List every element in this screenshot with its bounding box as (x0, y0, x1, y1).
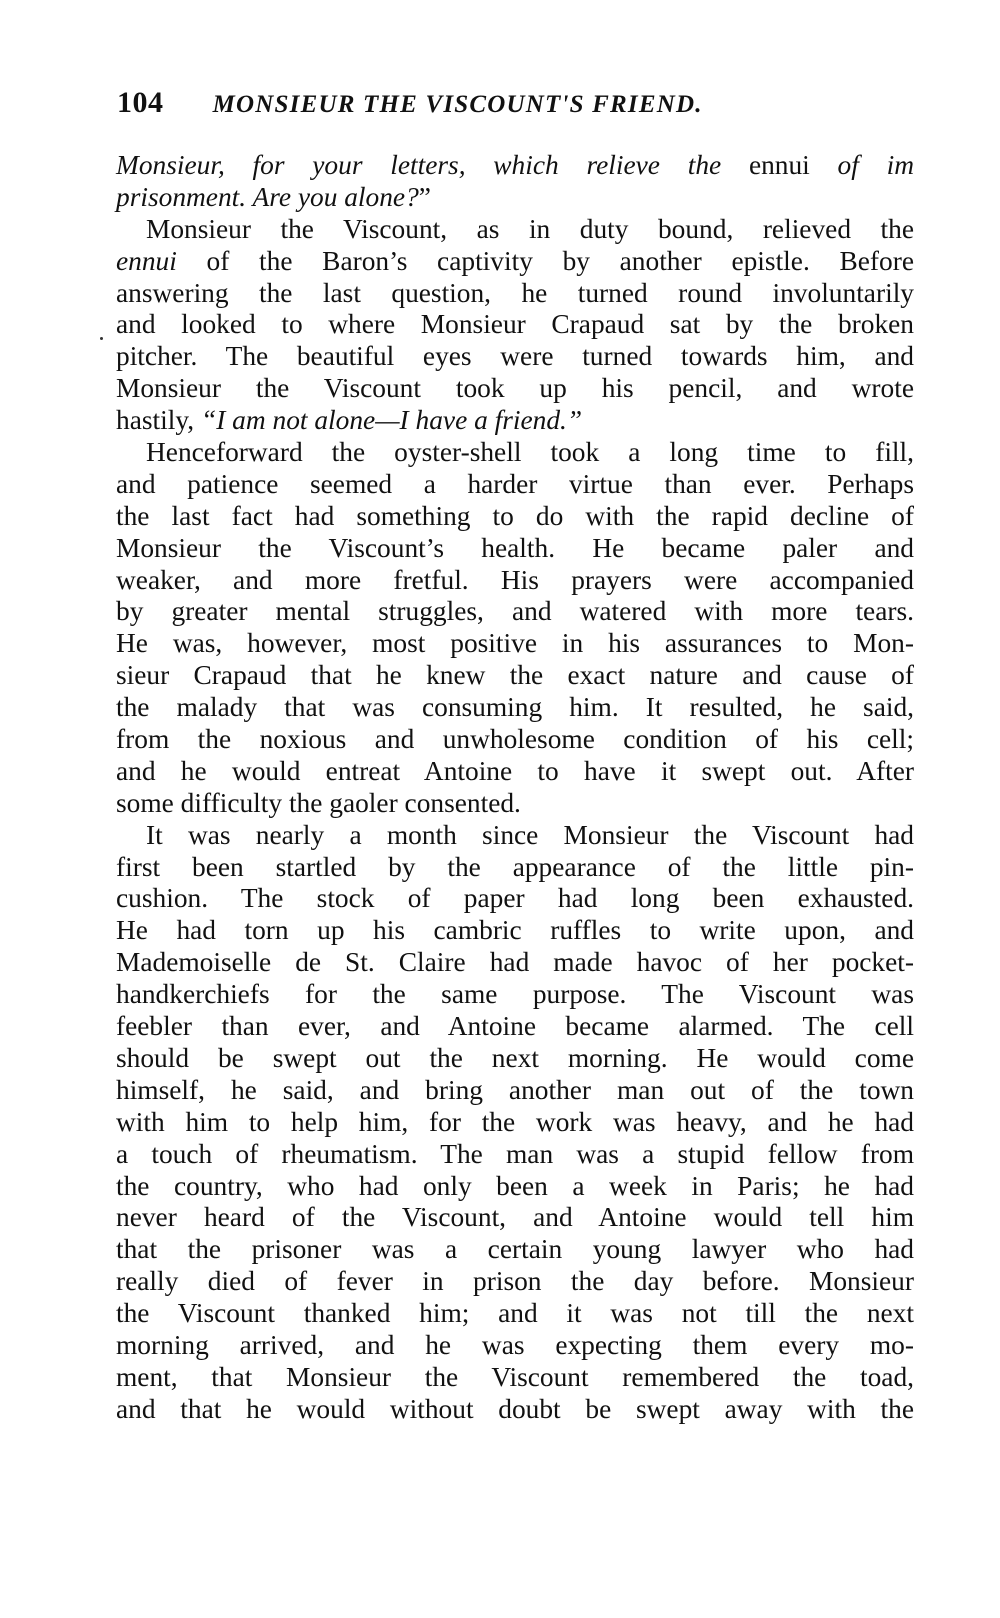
text-line: and he would entreat Antoine to have it swept out. After (116, 755, 914, 786)
text-line: himself, he said, and bring another man out of the town (116, 1074, 914, 1105)
paragraph-start: It was nearly a month since Monsieur the Viscount had (146, 819, 914, 850)
text-line: Mademoiselle de St. Claire had made havoc of her pocket- (116, 947, 914, 978)
text-line: with him to help him, for the work was heavy, and he had (116, 1106, 914, 1137)
text-line: weaker, and more fretful. His prayers were accompanied (116, 564, 914, 595)
paragraph-start: Henceforward the oyster-shell took a long time to fill, (146, 437, 914, 468)
text-line: the malady that was consuming him. It resulted, he said, (116, 692, 914, 723)
page-header (117, 86, 917, 126)
body-text (116, 150, 914, 1426)
text-line: some difficulty the gaoler consented. (116, 787, 521, 818)
text-line: the country, who had only been a week in Paris; he had (116, 1170, 914, 1201)
text-line: He had torn up his cambric ruffles to write upon, and (116, 915, 914, 946)
text-line: that the prisoner was a certain young lawyer who had (116, 1234, 914, 1265)
italic-text: prisonment. Are you alone? (116, 181, 419, 212)
text-line: pitcher. The beautiful eyes were turned towards him, and (116, 341, 914, 372)
text-line: answering the last question, he turned round involuntarily (116, 277, 914, 308)
text-line: sieur Crapaud that he knew the exact nature and cause of (116, 660, 914, 691)
text-line: He was, however, most positive in his assurances to Mon- (116, 628, 914, 659)
running-title: MONSIEUR THE VISCOUNT'S FRIEND. (212, 91, 703, 118)
text-line: really died of fever in prison the day before. Monsieur (116, 1266, 914, 1297)
text-line (116, 405, 914, 437)
closing-quote: ” (418, 181, 431, 212)
text-line: handkerchiefs for the same purpose. The Viscount was (116, 979, 914, 1010)
text-line: morning arrived, and he was expecting them every mo- (116, 1329, 914, 1360)
roman-text: hastily, (116, 405, 201, 436)
roman-text: of the Baron’s captivity by another epistle. Before (176, 245, 914, 276)
text-line: from the noxious and unwholesome condition of his cell; (116, 724, 914, 755)
text-line: ment, that Monsieur the Viscount remembered the toad, (116, 1361, 914, 1392)
text-line: never heard of the Viscount, and Antoine would tell him (116, 1202, 914, 1233)
text-line: by greater mental struggles, and watered with more tears. (116, 596, 914, 627)
text-line: the Viscount thanked him; and it was not till the next (116, 1298, 914, 1329)
text-line: cushion. The stock of paper had long been exhausted. (116, 883, 914, 914)
page-number: 104 (117, 86, 164, 119)
italic-quote: “I am not alone—I have a friend.” (200, 405, 583, 436)
text-line: and looked to where Monsieur Crapaud sat by the broken (116, 309, 914, 340)
text-line: and that he would without doubt be swept away with the (116, 1393, 914, 1424)
ink-speck (100, 337, 103, 340)
text-line: Monsieur the Viscount took up his pencil, and wrote (116, 373, 914, 404)
italic-text: of im (837, 150, 914, 180)
text-line (116, 182, 914, 214)
text-line (116, 150, 914, 182)
paragraph-start: Monsieur the Viscount, as in duty bound, relieved the (146, 213, 914, 244)
text-line: and patience seemed a harder virtue than ever. Perhaps (116, 468, 914, 499)
text-line: should be swept out the next morning. He would come (116, 1042, 914, 1073)
text-line: first been startled by the appearance of the little pin- (116, 851, 914, 882)
text-line: the last fact had something to do with the rapid decline of (116, 500, 914, 531)
italic-text: Monsieur, for your letters, which relieve the (116, 150, 722, 180)
italic-text: ennui (116, 245, 177, 276)
text-line (116, 246, 914, 278)
text-line: Monsieur the Viscount’s health. He became paler and (116, 532, 914, 563)
roman-text: ennui (721, 150, 838, 180)
text-line: feebler than ever, and Antoine became alarmed. The cell (116, 1011, 914, 1042)
text-line: a touch of rheumatism. The man was a stupid fellow from (116, 1138, 914, 1169)
